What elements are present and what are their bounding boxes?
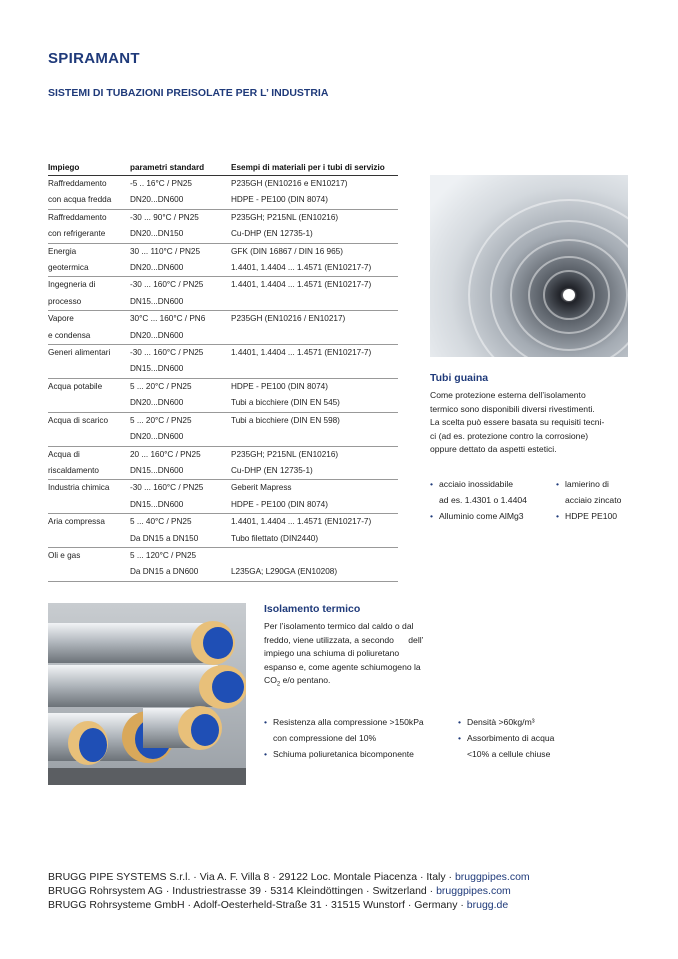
footer-link[interactable]: bruggpipes.com — [454, 871, 530, 883]
isolamento-bullets-left — [264, 714, 464, 762]
table-cell — [48, 429, 130, 446]
table-cell: 5 ... 20°C / PN25 — [130, 381, 192, 391]
table-row — [48, 192, 398, 209]
table-row — [48, 463, 398, 480]
table-cell: -30 ... 160°C / PN25 — [130, 280, 204, 290]
insulated-pipes-photo — [48, 603, 246, 785]
table-cell: 1.4401, 1.4404 ... 1.4571 (EN10217-7) — [231, 348, 372, 358]
page-subtitle: SISTEMI DI TUBAZIONI PREISOLATE PER L’ INDUSTRIA — [48, 87, 329, 99]
table-row — [48, 514, 398, 531]
table-row — [48, 243, 398, 260]
table-cell: P235GH (EN10216 / EN10217) — [231, 314, 346, 324]
table-row — [48, 547, 398, 564]
table-cell: Cu-DHP (EN 12735-1) — [231, 463, 398, 480]
table-row — [48, 446, 398, 463]
table-cell: Cu-DHP (EN 12735-1) — [231, 226, 398, 243]
table-cell: con acqua fredda — [48, 192, 130, 209]
table-cell: Da DN15 a DN600 — [130, 564, 231, 581]
table-row — [48, 209, 398, 226]
isolamento-text: Per l’isolamento termico dal caldo o dal freddo, viene utilizzata, a secondo dell’ impiego una schiuma di poliuretano espanso e, come agente schiumogeno la $CO_2$ e/o pentano. — [264, 621, 424, 688]
list-item: acciaio zincato — [565, 495, 622, 505]
table-cell: Generi alimentari — [48, 348, 111, 358]
table-cell: DN20...DN600 — [130, 192, 231, 209]
list-item: • acciaio inossidabile — [430, 476, 552, 492]
table-cell: P235GH; P215NL (EN10216) — [231, 449, 339, 459]
table-cell: P235GH; P215NL (EN10216) — [231, 212, 339, 222]
table-cell — [48, 361, 130, 378]
table-header-row — [48, 158, 398, 176]
isolamento-bullets-right — [458, 714, 598, 762]
col-header-impiego: Impiego — [48, 158, 130, 176]
table-cell: e condensa — [48, 328, 130, 345]
list-item: • HDPE PE100 — [556, 508, 636, 524]
table-cell: P235GH (EN10216 e EN10217) — [231, 179, 348, 188]
footer-addresses — [48, 870, 530, 912]
table-cell: Raffreddamento — [48, 179, 107, 188]
materials-table — [48, 158, 398, 582]
table-cell — [231, 294, 398, 311]
table-cell: DN15...DN600 — [130, 361, 231, 378]
table-cell: Aria compressa — [48, 517, 105, 527]
table-row — [48, 311, 398, 328]
table-cell — [48, 497, 130, 514]
table-row — [48, 176, 398, 193]
pipe-interior-photo — [430, 175, 628, 357]
tubi-guaina-text: Come protezione esterna dell’isolamento termico sono disponibili diversi rivestimenti. La scelta può essere basata su requisiti tecni- ci (ad es. protezione contro la corrosione) oppure dettato da aspetti estetici. — [430, 390, 605, 454]
isolamento-heading: Isolamento termico — [264, 603, 361, 615]
table-cell: -30 ... 90°C / PN25 — [130, 212, 199, 222]
table-cell: Geberit Mapress — [231, 483, 292, 493]
table-row — [48, 361, 398, 378]
table-cell: Da DN15 a DN150 — [130, 531, 231, 548]
table-row — [48, 497, 398, 514]
table-cell: Energia — [48, 246, 77, 256]
table-cell: 5 ... 120°C / PN25 — [130, 550, 197, 560]
table-row — [48, 378, 398, 395]
table-row — [48, 564, 398, 581]
list-item: con compressione del 10% — [273, 733, 377, 743]
table-row — [48, 294, 398, 311]
table-cell: DN15...DN600 — [130, 463, 231, 480]
col-header-parametri: parametri standard — [130, 158, 231, 176]
list-item: ad es. 1.4301 o 1.4404 — [439, 495, 527, 505]
table-cell: HDPE - PE100 (DIN 8074) — [231, 497, 398, 514]
table-row — [48, 395, 398, 412]
table-cell: 20 ... 160°C / PN25 — [130, 449, 201, 459]
table-cell: Vapore — [48, 314, 74, 324]
table-cell: Acqua di — [48, 449, 80, 459]
table-row — [48, 429, 398, 446]
table-cell — [231, 328, 398, 345]
table-cell: Raffreddamento — [48, 212, 107, 222]
table-row — [48, 412, 398, 429]
table-cell: Tubo filettato (DIN2440) — [231, 531, 398, 548]
footer-link[interactable]: bruggpipes.com — [436, 885, 511, 897]
tubi-guaina-heading: Tubi guaina — [430, 372, 489, 384]
list-item: <10% a cellule chiuse — [467, 749, 551, 759]
table-cell: con refrigerante — [48, 226, 130, 243]
table-cell: riscaldamento — [48, 463, 130, 480]
list-item: • Densità >60kg/m³ — [458, 714, 598, 730]
tubi-guaina-bullets-right — [556, 476, 636, 524]
table-cell: 30 ... 110°C / PN25 — [130, 246, 201, 256]
table-cell: -30 ... 160°C / PN25 — [130, 483, 204, 493]
list-item: • Alluminio come AlMg3 — [430, 508, 552, 524]
col-header-materiali: Esempi di materiali per i tubi di servizio — [231, 158, 398, 176]
footer-line-switzerland: BRUGG Rohrsystem AG · Industriestrasse 39 · 5314 Kleindöttingen · Switzerland · bruggpipes.com — [48, 885, 511, 897]
table-cell — [231, 429, 398, 446]
table-cell: -30 ... 160°C / PN25 — [130, 348, 204, 358]
table-cell: GFK (DIN 16867 / DIN 16 965) — [231, 246, 343, 256]
table-row — [48, 328, 398, 345]
table-cell — [231, 547, 398, 564]
table-cell: DN20...DN600 — [130, 328, 231, 345]
list-item: • Resistenza alla compressione >150kPa — [264, 714, 464, 730]
table-cell: Acqua di scarico — [48, 415, 109, 425]
footer-line-italy: BRUGG PIPE SYSTEMS S.r.l. · Via A. F. Villa 8 · 29122 Loc. Montale Piacenza · Italy · bruggpipes.com — [48, 871, 530, 883]
list-item: • Schiuma poliuretanica bicomponente — [264, 746, 464, 762]
table-cell: 1.4401, 1.4404 ... 1.4571 (EN10217-7) — [231, 280, 372, 290]
table-cell: Ingegneria di — [48, 280, 96, 290]
table-cell: Tubi a bicchiere (DIN EN 598) — [231, 415, 340, 425]
table-cell: 1.4401, 1.4404 ... 1.4571 (EN10217-7) — [231, 517, 372, 527]
table-row — [48, 531, 398, 548]
table-cell: DN20...DN600 — [130, 395, 231, 412]
table-cell: geotermica — [48, 260, 130, 277]
tubi-guaina-bullets-left — [430, 476, 552, 524]
table-cell: Tubi a bicchiere (DIN EN 545) — [231, 395, 398, 412]
footer-link[interactable]: brugg.de — [466, 899, 509, 911]
table-cell: L235GA; L290GA (EN10208) — [231, 564, 398, 581]
table-cell: 5 ... 20°C / PN25 — [130, 415, 192, 425]
list-item: • Assorbimento di acqua — [458, 730, 598, 746]
table-cell: DN15...DN600 — [130, 497, 231, 514]
table-cell: HDPE - PE100 (DIN 8074) — [231, 192, 398, 209]
list-item: • lamierino di — [556, 476, 636, 492]
table-cell: 30°C ... 160°C / PN6 — [130, 314, 206, 324]
table-row — [48, 277, 398, 294]
table-row — [48, 260, 398, 277]
table-cell: processo — [48, 294, 130, 311]
footer-line-germany: BRUGG Rohrsysteme GmbH · Adolf-Oesterheld-Straße 31 · 31515 Wunstorf · Germany · brugg.de — [48, 899, 509, 911]
table-cell: Acqua potabile — [48, 381, 103, 391]
table-row — [48, 480, 398, 497]
table-row — [48, 345, 398, 362]
table-cell: 5 ... 40°C / PN25 — [130, 517, 192, 527]
table-cell: DN20...DN150 — [130, 226, 231, 243]
table-cell — [231, 361, 398, 378]
table-cell: DN20...DN600 — [130, 429, 231, 446]
table-cell — [48, 531, 130, 548]
table-cell — [48, 395, 130, 412]
table-row — [48, 226, 398, 243]
table-cell — [48, 564, 130, 581]
table-cell: Industria chimica — [48, 483, 110, 493]
page-title: SPIRAMANT — [48, 50, 140, 67]
table-cell: DN15...DN600 — [130, 294, 231, 311]
table-cell: 1.4401, 1.4404 ... 1.4571 (EN10217-7) — [231, 260, 398, 277]
table-cell: HDPE - PE100 (DIN 8074) — [231, 381, 328, 391]
table-cell: Oli e gas — [48, 550, 81, 560]
table-cell: DN20...DN600 — [130, 260, 231, 277]
table-cell: -5 .. 16°C / PN25 — [130, 179, 192, 188]
